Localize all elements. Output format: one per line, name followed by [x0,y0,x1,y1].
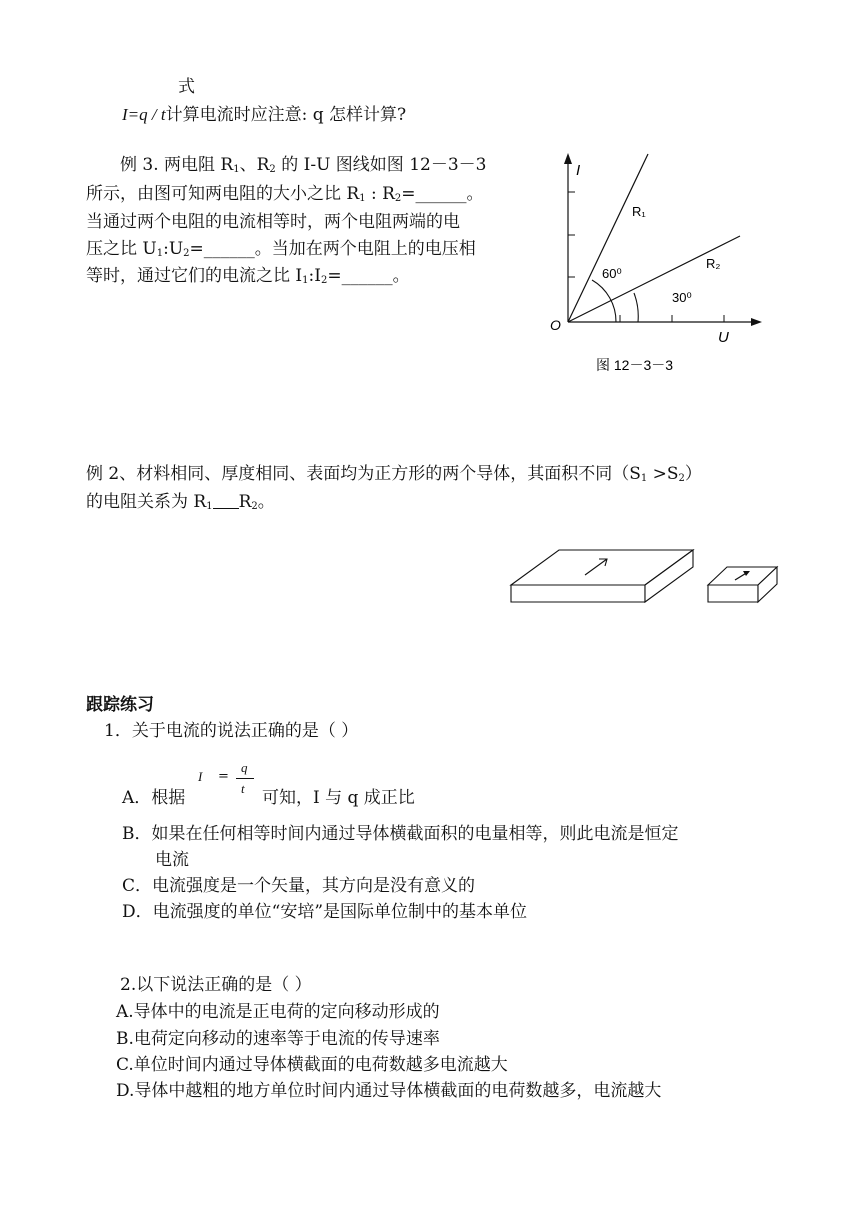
y-axis-arrow [564,153,572,164]
ex3-line-5: 等时，通过它们的电流之比 $I_1:I_2=\_\_\_\_\_\_$。 [86,266,410,286]
ex3-line-2: 所示，由图可知两电阻的大小之比 $R_1$ : $R_2=\_\_\_\_\_\_$。 [86,184,484,204]
answer-blank [213,492,239,509]
small-plate-front [708,585,758,602]
x-axis-arrow [751,318,762,326]
formula-equals: = [218,769,229,784]
q2-option-b: B.电荷定向移动的速率等于电流的传导速率 [116,1029,440,1049]
q2-stem: 2.以下说法正确的是（ ） [120,975,312,995]
x-axis-label: U [718,329,729,346]
angle-arc-60 [592,280,616,322]
ex3-line-4: 压之比 $U_1:U_2=\_\_\_\_\_\_$。当加在两个电阻上的电压相 [86,239,476,259]
q1-option-d: D．电流强度的单位“安培”是国际单位制中的基本单位 [122,902,528,922]
formula-denominator: t [241,781,245,796]
q1-option-b-line2: 电流 [155,850,189,870]
q1-stem: 1．关于电流的说法正确的是（ ） [104,721,359,741]
q1-option-a-prefix: A．根据 [122,788,186,808]
top-char: 式 [178,77,195,97]
ex2-line-1: 例 2、材料相同、厚度相同、表面均为正方形的两个导体，其面积不同$(S_1 >S_2)$ [86,464,702,484]
formula-symbol-i: I [122,105,128,124]
y-axis-label: I [576,162,581,179]
q1-formula [196,760,266,800]
iu-graph-figure [540,150,770,385]
fraction-bar [236,778,254,779]
q2-option-d: D.导体中越粗的地方单位时间内通过导体横截面的电荷数越多，电流越大 [116,1081,662,1101]
angle-label-30: 30⁰ [672,290,692,305]
angle-label-60: 60⁰ [602,266,622,281]
q1-option-c: C．电流强度是一个矢量，其方向是没有意义的 [122,876,476,896]
q1-option-a-suffix: 可知，I 与 q 成正比 [262,788,415,808]
large-plate-front [511,585,645,602]
formula-lhs: I [198,769,203,784]
q1-option-b-line1: B．如果在任何相等时间内通过导体横截面积的电量相等，则此电流是恒定 [122,824,679,844]
figure-caption: 图 12－3－3 [596,357,674,373]
ex2-line-2: 的电阻关系为 $R_1$ $R_2$。 [86,492,275,512]
angle-arc-30 [634,293,638,322]
formula-expression: =q / t [127,105,166,124]
formula-line [122,104,406,126]
q2-option-a: A.导体中的电流是正电荷的定向移动形成的 [116,1002,440,1022]
q2-option-c: C.单位时间内通过导体横截面的电荷数越多电流越大 [116,1055,508,1075]
r2-label: R₂ [706,256,721,271]
r1-line [568,154,648,322]
r1-label: R₁ [632,204,646,219]
formula-numerator: q [241,760,248,775]
formula-note: 计算电流时应注意: q 怎样计算? [165,105,407,125]
ex3-line-3: 当通过两个电阻的电流相等时，两个电阻两端的电 [86,212,460,232]
practice-heading: 跟踪练习 [86,695,154,715]
conductor-plates-figure [505,545,785,610]
ex3-line-1: 例 3. 两电阻 $R_1$、$R_2$ 的 I-U 图线如图 12－3－3 [120,155,487,175]
r2-line [568,236,740,322]
origin-label: O [550,317,561,333]
